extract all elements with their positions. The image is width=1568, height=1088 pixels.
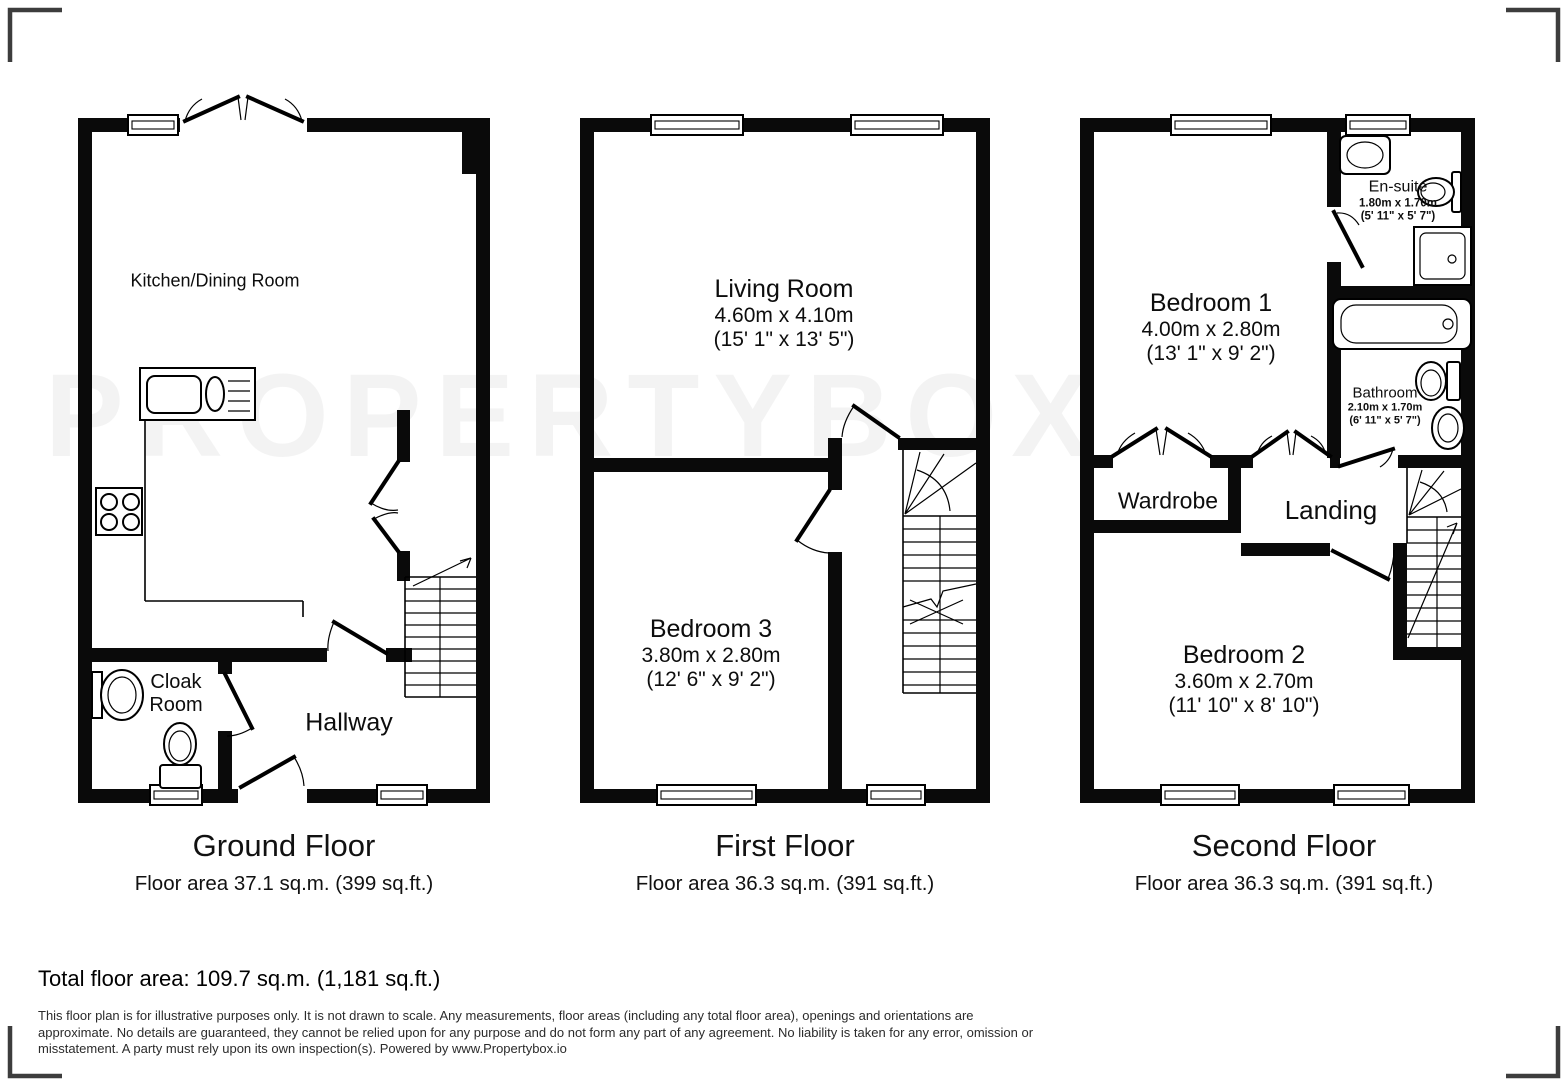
- kitchen-sink-icon: [140, 368, 255, 420]
- total-floor-area: Total floor area: 109.7 sq.m. (1,181 sq.ft.): [38, 966, 441, 991]
- kitchen-counter: [145, 420, 303, 617]
- room-label-wardrobe: [1118, 488, 1218, 515]
- room-label-cloak: [135, 671, 217, 717]
- first-floor-area: Floor area 36.3 sq.m. (391 sq.ft.): [635, 872, 935, 895]
- room-dims-metric: 2.10m x 1.70m: [1347, 401, 1423, 414]
- room-name: Landing: [1284, 494, 1378, 525]
- room-label-hallway: [305, 709, 393, 738]
- disclaimer-text: This floor plan is for illustrative purposes only. It is not drawn to scale. Any measurements, floor areas (including any total floor area), openings and orientations are approximate. No details are guaranteed, they cannot be relied upon for any purpose and do not form any part of any agreement. No liability is taken for any error, omission or misstatement. A party must rely upon its own inspection(s). Powered by www.Propertybox.io: [38, 1008, 1034, 1056]
- room-label-bedroom3: [642, 615, 781, 693]
- room-name: Living Room: [714, 275, 854, 304]
- ground-floor-title: Ground Floor: [192, 828, 376, 863]
- first-walls: [580, 118, 990, 803]
- first-floor-plan: [580, 115, 990, 805]
- room-dims-metric: 3.60m x 2.70m: [1174, 670, 1314, 694]
- room-name: Cloak Room: [149, 670, 203, 716]
- french-doors-icon: [185, 97, 302, 121]
- bathroom-basin-icon: [1432, 407, 1464, 449]
- room-label-living: [714, 275, 855, 353]
- room-name: Bathroom: [1352, 384, 1418, 402]
- room-dims-imperial: (11' 10" x 8' 10"): [1168, 694, 1320, 718]
- room-dims-imperial: (13' 1" x 9' 2"): [1146, 342, 1276, 366]
- second-stairs-icon: [1407, 468, 1461, 647]
- ensuite-basin-icon: [1340, 136, 1390, 174]
- first-doors: [797, 406, 898, 553]
- room-label-bathroom: [1348, 385, 1423, 428]
- room-name: Bedroom 3: [649, 615, 773, 644]
- room-dims-imperial: (5' 11" x 5' 7"): [1360, 210, 1436, 223]
- ground-floor-area: Floor area 37.1 sq.m. (399 sq.ft.): [134, 872, 434, 895]
- room-label-kitchen: [130, 271, 299, 292]
- room-dims-metric: 1.80m x 1.70m: [1358, 196, 1438, 209]
- room-name: Wardrobe: [1117, 487, 1219, 514]
- bathroom-toilet-icon: [1416, 362, 1460, 400]
- second-floor-area: Floor area 36.3 sq.m. (391 sq.ft.): [1134, 872, 1434, 895]
- room-dims-metric: 4.60m x 4.10m: [714, 304, 854, 328]
- second-floor-title: Second Floor: [1191, 828, 1377, 863]
- room-dims-metric: 3.80m x 2.80m: [641, 644, 781, 668]
- room-dims-imperial: (15' 1" x 13' 5"): [713, 328, 855, 352]
- first-stairs-icon: [903, 450, 976, 693]
- room-label-ensuite: [1359, 178, 1437, 223]
- bath-icon: [1333, 299, 1471, 349]
- room-label-bedroom1: [1142, 289, 1281, 367]
- first-floor-title: First Floor: [715, 828, 855, 863]
- room-name: Hallway: [305, 708, 393, 737]
- cloakroom-toilet-icon: [160, 723, 201, 788]
- ground-stairs-icon: [405, 558, 476, 697]
- room-name: Bedroom 2: [1182, 641, 1306, 670]
- room-name: En-suite: [1368, 178, 1428, 196]
- room-name: Bedroom 1: [1149, 289, 1273, 318]
- room-name: Kitchen/Dining Room: [130, 270, 300, 291]
- ground-doors: [225, 462, 398, 787]
- hob-icon: [96, 488, 142, 535]
- room-label-landing: [1285, 495, 1378, 525]
- room-dims-metric: 4.00m x 2.80m: [1141, 318, 1281, 342]
- shower-icon: [1414, 227, 1471, 285]
- room-dims-imperial: (12' 6" x 9' 2"): [646, 668, 776, 692]
- room-dims-imperial: (6' 11" x 5' 7"): [1349, 414, 1421, 427]
- room-label-bedroom2: [1169, 641, 1320, 719]
